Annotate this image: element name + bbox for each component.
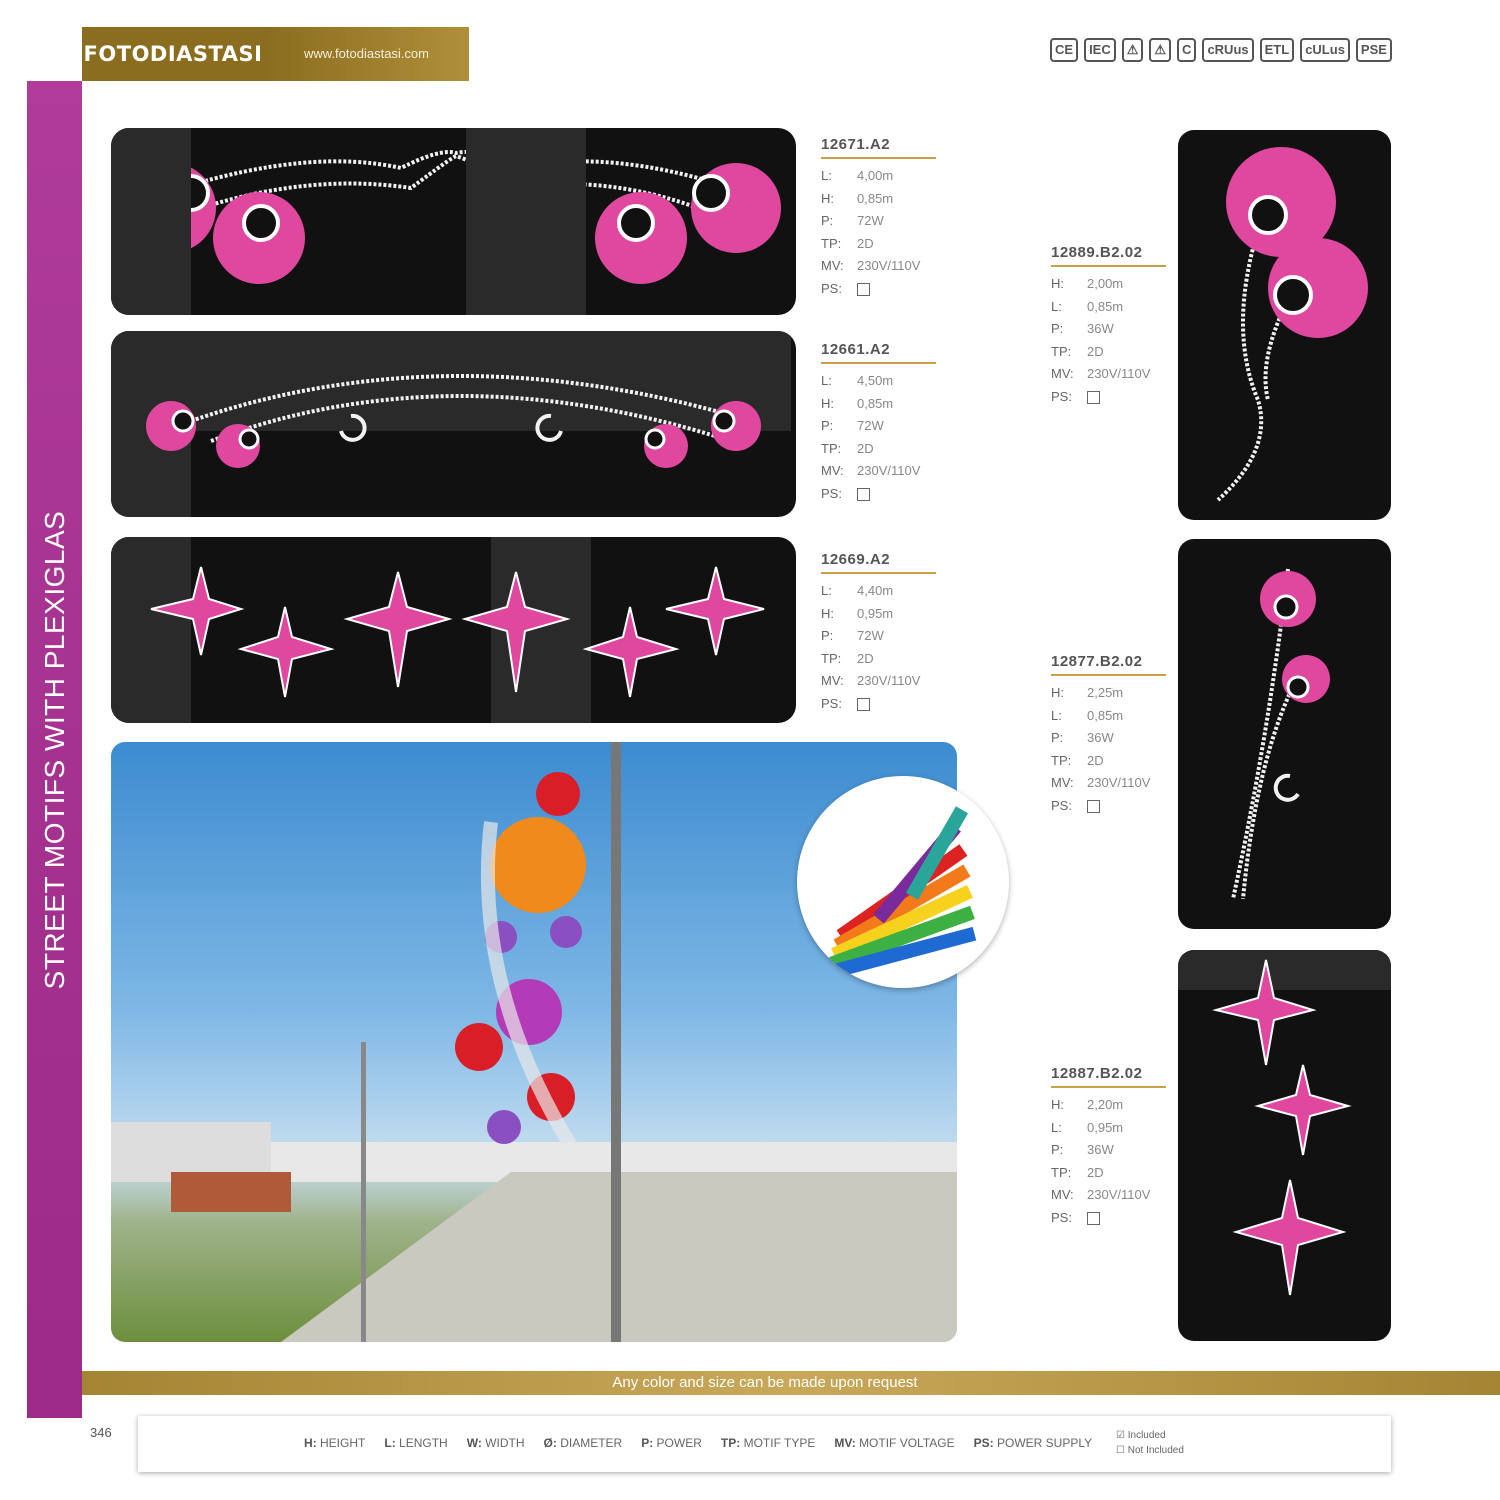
product-image-12889[interactable] [1178,130,1391,520]
product-code: 12669.A2 [821,551,891,568]
star-pole-motif [1178,950,1391,1341]
flower-garland-motif [111,128,796,315]
spec-block-12887 [1051,1065,1166,1229]
power-supply-checkbox [1087,1212,1100,1225]
spec-row: TP: 2D [1051,1164,1104,1180]
legend-item: PS: POWER SUPPLY [973,1436,1093,1450]
spec-divider [821,157,936,159]
ce-mark-icon: CE [1050,38,1078,62]
checked-box-icon: ☑ [1116,1430,1125,1441]
product-code: 12661.A2 [821,341,891,358]
brand-logo: FOTODIASTASI [83,42,263,66]
spec-block-12889 [1051,244,1166,408]
product-code: 12887.B2.02 [1051,1065,1143,1082]
power-supply-checkbox [857,488,870,501]
product-image-12887[interactable] [1178,950,1391,1341]
star-garland-motif [111,537,796,723]
spec-row-ps: PS: [1051,1207,1166,1230]
spec-divider [1051,674,1166,676]
plexiglas-sheets-illustration [797,776,1009,988]
legend-item: TP: MOTIF TYPE [720,1436,816,1450]
spec-row: MV: 230V/110V [821,673,921,688]
spec-row: P: 36W [1051,321,1114,336]
spec-row: H: 0,85m [821,395,894,411]
double-insulation-icon: ⚠ [1149,38,1171,62]
spec-divider [821,572,936,574]
empty-box-icon: ☐ [1116,1445,1125,1456]
pse-mark-icon: PSE [1356,38,1392,62]
spec-divider [1051,265,1166,267]
product-image-12669[interactable] [111,537,796,723]
spec-divider [821,362,936,364]
spec-row: L: 4,50m [821,373,894,388]
spec-row: H: 0,95m [821,605,894,621]
flower-pole-motif [1178,130,1391,520]
spec-row: MV: 230V/110V [1051,366,1151,381]
spec-row-ps: PS: [1051,386,1166,409]
product-code: 12877.B2.02 [1051,653,1143,670]
iec-mark-icon: IEC [1084,38,1116,62]
spec-row-ps: PS: [1051,795,1166,818]
spec-row: L: 4,40m [821,583,894,598]
power-supply-checkbox [1087,800,1100,813]
product-image-12877[interactable] [1178,539,1391,929]
spec-row-ps: PS: [821,483,936,506]
legend-item: Ø: DIAMETER [543,1436,623,1450]
spec-row: TP: 2D [821,235,874,251]
etl-mark-icon: ETL [1260,38,1295,62]
spec-row: MV: 230V/110V [1051,1187,1151,1202]
power-supply-checkbox [1087,391,1100,404]
product-code: 12889.B2.02 [1051,244,1143,261]
spec-row: P: 72W [821,213,884,228]
ur-mark-icon: cRUus [1202,38,1253,62]
section-title-text: STREET MOTIFS WITH PLEXIGLAS [38,510,70,989]
legend-item: W: WIDTH [466,1436,525,1450]
legend-item: L: LENGTH [384,1436,448,1450]
product-code: 12671.A2 [821,136,891,153]
spec-block-12669 [821,551,936,715]
spec-row: TP: 2D [821,440,874,456]
product-image-12661[interactable] [111,331,796,517]
inclusion-key: ☑ Included ☐ Not Included [1116,1430,1184,1456]
legend-item: H: HEIGHT [304,1436,366,1450]
spec-row: L: 4,00m [821,168,894,183]
power-supply-checkbox [857,698,870,711]
section-title [27,81,82,1418]
certification-marks [1050,34,1395,66]
berry-pole-motif [1178,539,1391,929]
spec-row: H: 2,25m [1051,685,1124,700]
spec-row-ps: PS: [821,693,936,716]
spec-divider [1051,1086,1166,1088]
spec-row: P: 36W [1051,1142,1114,1157]
ul-mark-icon: cULus [1300,38,1350,62]
spec-row: MV: 230V/110V [821,463,921,478]
spec-block-12661 [821,341,936,505]
legend-item: MV: MOTIF VOLTAGE [834,1436,955,1450]
spec-row: H: 2,20m [1051,1097,1124,1112]
spec-row: L: 0,85m [1051,298,1124,314]
legend-item: P: POWER [641,1436,702,1450]
plexiglas-sample-inset [797,776,1009,988]
spec-row: TP: 2D [1051,343,1104,359]
spec-row: H: 2,00m [1051,276,1124,291]
spec-row: MV: 230V/110V [821,258,921,273]
spec-row-ps: PS: [821,278,936,301]
spec-block-12671 [821,136,936,300]
spec-row: TP: 2D [1051,752,1104,768]
abbreviation-legend [138,1416,1391,1472]
warning-triangle-icon: ⚠ [1122,38,1144,62]
spec-row: P: 36W [1051,730,1114,745]
website-link[interactable]: www.fotodiastasi.com [304,46,429,61]
spec-row: H: 0,85m [821,190,894,206]
custom-request-notice: Any color and size can be made upon request [612,1374,918,1391]
berry-garland-motif [111,331,796,517]
c-mark-icon: C [1177,38,1196,62]
spec-row: L: 0,85m [1051,707,1124,723]
spec-row: L: 0,95m [1051,1119,1124,1135]
spec-row: P: 72W [821,628,884,643]
spec-row: MV: 230V/110V [1051,775,1151,790]
page-number: 346 [90,1425,112,1440]
spec-row: TP: 2D [821,650,874,666]
product-image-12671[interactable] [111,128,796,315]
spec-block-12877 [1051,653,1166,817]
spec-row: P: 72W [821,418,884,433]
power-supply-checkbox [857,283,870,296]
